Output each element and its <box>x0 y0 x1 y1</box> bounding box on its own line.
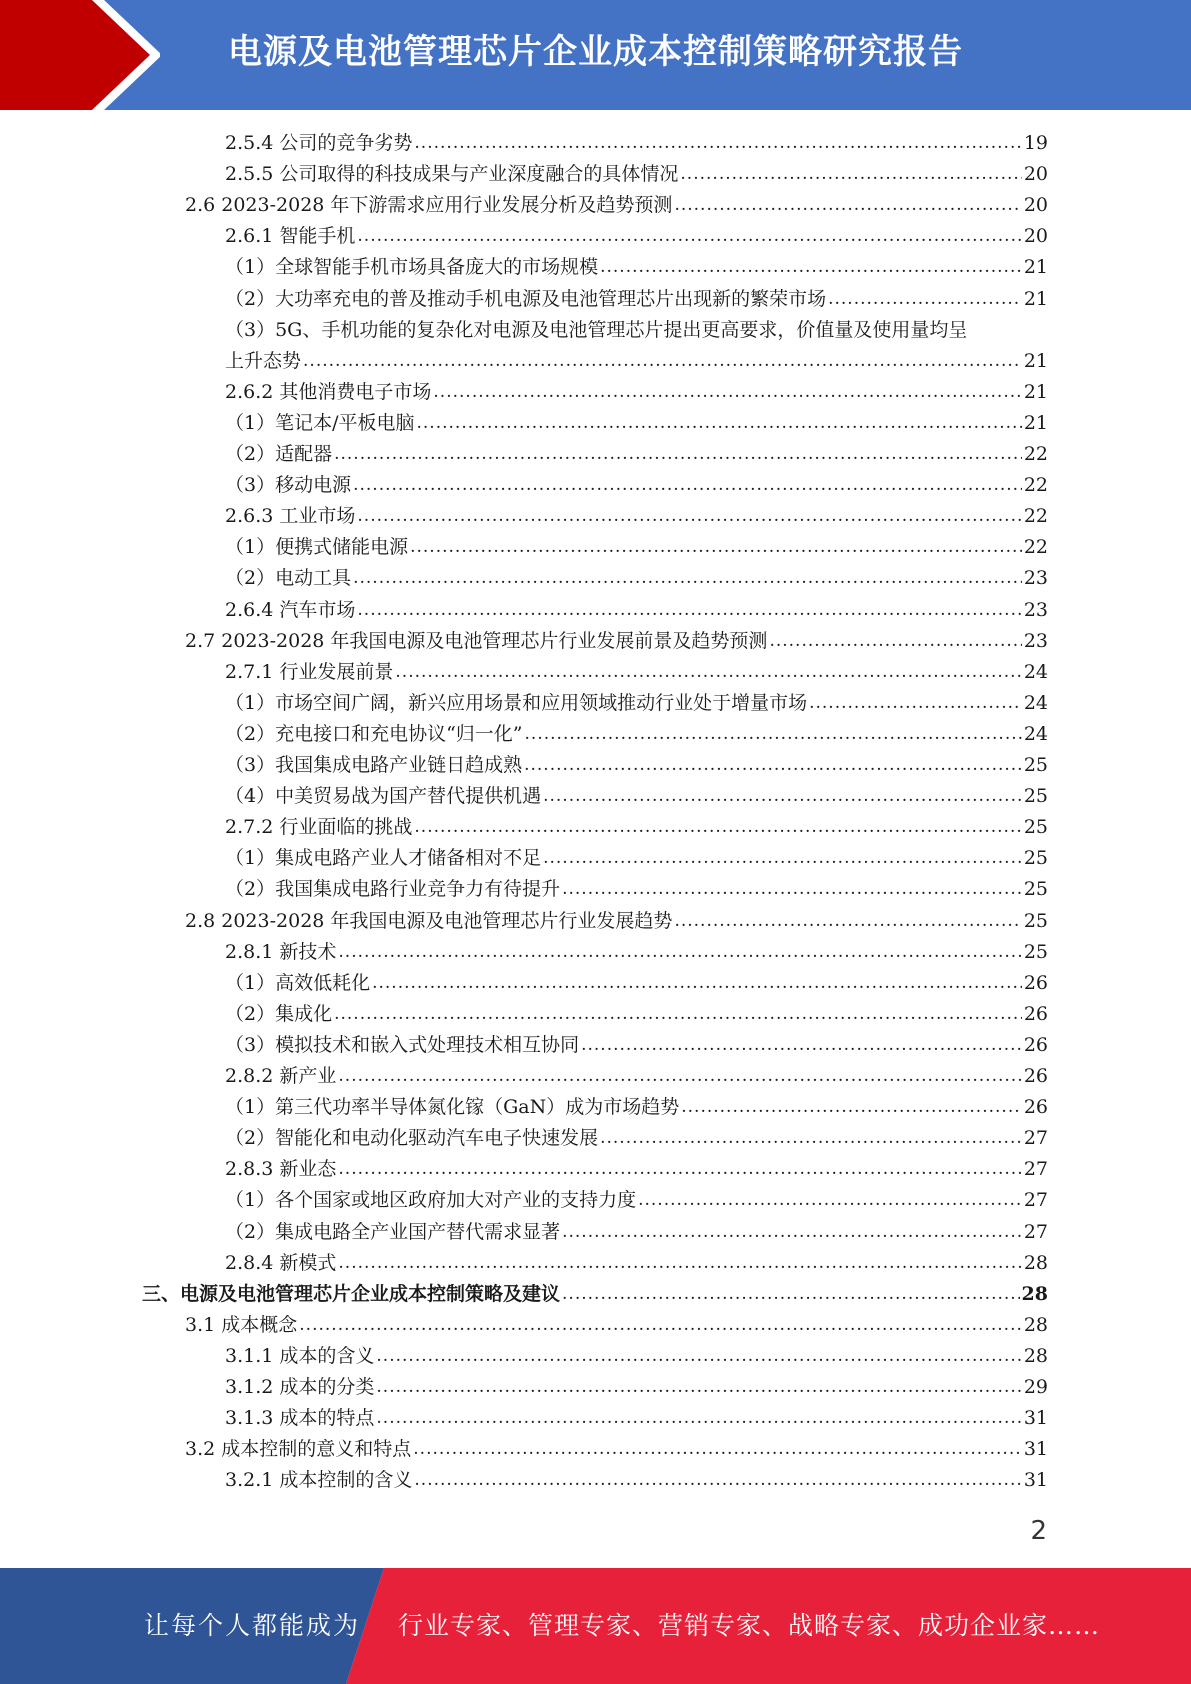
toc-entry-page: 21 <box>1023 287 1048 310</box>
toc-entry-title: （4）中美贸易战为国产替代提供机遇 <box>225 785 542 808</box>
toc-entry-title: （1）笔记本/平板电脑 <box>225 411 415 434</box>
toc-entry[interactable] <box>225 812 1048 843</box>
toc-entry-title: 上升态势 <box>225 349 302 372</box>
toc-entry-page: 28 <box>1021 1282 1048 1305</box>
toc-entry[interactable] <box>225 937 1048 968</box>
toc-dot-leader <box>414 812 1021 843</box>
toc-dot-leader <box>376 1372 1021 1403</box>
toc-entry-title: 2.8.1 新技术 <box>225 940 337 963</box>
toc-entry-title: 3.2 成本控制的意义和特点 <box>185 1438 412 1461</box>
toc-entry-page: 21 <box>1023 411 1048 434</box>
toc-entry-page: 31 <box>1023 1469 1048 1492</box>
toc-entry-title: （2）充电接口和充电协议“归一化” <box>225 722 523 745</box>
toc-entry-title: （3）移动电源 <box>225 474 352 497</box>
footer-slogan-right: 行业专家、管理专家、营销专家、战略专家、成功企业家…… <box>398 1611 1101 1640</box>
toc-entry-title: 2.6.1 智能手机 <box>225 225 356 248</box>
toc-entry[interactable] <box>225 843 1048 874</box>
toc-dot-leader <box>828 284 1022 315</box>
toc-entry[interactable] <box>225 1185 1048 1216</box>
toc-entry-title: 2.8.2 新产业 <box>225 1065 337 1087</box>
toc-dot-leader <box>357 221 1021 252</box>
toc-dot-leader <box>395 657 1021 688</box>
toc-entry[interactable] <box>225 1092 1048 1123</box>
toc-entry[interactable] <box>225 252 1048 283</box>
toc-dot-leader <box>562 1279 1020 1310</box>
toc-entry-title: （1）市场空间广阔，新兴应用场景和应用领域推动行业处于增量市场 <box>225 691 808 714</box>
toc-entry[interactable] <box>225 781 1048 812</box>
toc-dot-leader <box>303 346 1022 377</box>
toc-entry[interactable] <box>225 439 1048 470</box>
toc-entry-title: 3.1.2 成本的分类 <box>225 1376 375 1398</box>
toc-entry-title: （3）模拟技术和嵌入式处理技术相互协同 <box>225 1033 580 1056</box>
toc-entry[interactable] <box>225 470 1048 501</box>
toc-entry[interactable] <box>225 377 1048 408</box>
toc-entry-title: （1）各个国家或地区政府加大对产业的支持力度 <box>225 1189 637 1212</box>
toc-entry-title: （2）大功率充电的普及推动手机电源及电池管理芯片出现新的繁荣市场 <box>225 287 827 310</box>
toc-dot-leader <box>376 1403 1021 1434</box>
toc-entry-page: 22 <box>1023 536 1048 559</box>
toc-entry[interactable] <box>225 563 1048 594</box>
toc-entry-page: 26 <box>1023 971 1048 994</box>
toc-entry[interactable] <box>185 1310 1048 1341</box>
toc-entry-title: （2）电动工具 <box>225 567 352 590</box>
toc-entry-page: 28 <box>1023 1344 1048 1367</box>
toc-entry-title: 2.7.1 行业发展前景 <box>225 660 394 683</box>
toc-entry-page: 20 <box>1023 194 1048 217</box>
toc-entry-title: 2.8.3 新业态 <box>225 1158 337 1181</box>
toc-entry-page: 21 <box>1023 256 1048 279</box>
toc-entry-title: 2.6.4 汽车市场 <box>225 598 356 621</box>
toc-dot-leader <box>338 937 1021 968</box>
toc-dot-leader <box>334 999 1022 1030</box>
toc-dot-leader <box>543 781 1022 812</box>
toc-dot-leader <box>334 439 1022 470</box>
toc-entry-title: （2）我国集成电路行业竞争力有待提升 <box>225 878 561 901</box>
toc-dot-leader <box>581 1030 1022 1061</box>
toc-entry-page: 25 <box>1023 878 1048 901</box>
toc-entry[interactable] <box>225 595 1048 626</box>
toc-dot-leader <box>372 968 1022 999</box>
toc-entry-title: 3.1.1 成本的含义 <box>225 1344 375 1367</box>
toc-entry-page: 25 <box>1023 940 1048 963</box>
toc-entry-title: 2.5.5 公司取得的科技成果与产业深度融合的具体情况 <box>225 163 679 186</box>
toc-entry-title: （2）适配器 <box>225 443 333 465</box>
toc-entry-page: 26 <box>1023 1065 1048 1087</box>
toc-entry-title: 2.6.2 其他消费电子市场 <box>225 380 432 403</box>
toc-entry[interactable] <box>225 1030 1048 1061</box>
toc-dot-leader <box>417 408 1022 439</box>
toc-entry-page: 27 <box>1023 1189 1048 1212</box>
footer-banner <box>0 1568 1191 1684</box>
header-arrow-icon <box>0 0 160 110</box>
toc-entry-page: 22 <box>1023 443 1048 465</box>
toc-entry[interactable] <box>225 1341 1048 1372</box>
toc-entry-page: 23 <box>1023 598 1048 621</box>
toc-entry[interactable] <box>225 159 1048 190</box>
toc-entry-page: 31 <box>1023 1438 1048 1461</box>
toc-entry[interactable] <box>225 1154 1048 1185</box>
toc-entry-page: 22 <box>1023 505 1048 528</box>
toc-dot-leader <box>413 1434 1022 1465</box>
toc-entry-title: 三、电源及电池管理芯片企业成本控制策略及建议 <box>142 1282 561 1305</box>
toc-dot-leader <box>562 874 1022 905</box>
toc-entry[interactable] <box>225 501 1048 532</box>
toc-dot-leader <box>414 1465 1021 1496</box>
toc-entry-page: 31 <box>1023 1407 1048 1430</box>
toc-entry-title: 3.1.3 成本的特点 <box>225 1407 375 1430</box>
toc-entry-page: 25 <box>1023 847 1048 870</box>
toc-entry-title: 2.5.4 公司的竞争劣势 <box>225 132 413 154</box>
toc-entry[interactable] <box>225 874 1048 905</box>
toc-entry[interactable] <box>185 1434 1048 1465</box>
toc-entry-page: 26 <box>1023 1096 1048 1119</box>
toc-entry-page: 28 <box>1023 1313 1048 1336</box>
toc-dot-leader <box>299 1310 1022 1341</box>
toc-entry[interactable] <box>225 1465 1048 1496</box>
toc-entry-title: （1）第三代功率半导体氮化镓（GaN）成为市场趋势 <box>225 1096 680 1119</box>
toc-dot-leader <box>674 190 1021 221</box>
toc-entry-title: 2.7.2 行业面临的挑战 <box>225 816 413 839</box>
toc-entry-wrapped-line: （3）5G、手机功能的复杂化对电源及电池管理芯片提出更高要求，价值量及使用量均呈 <box>225 318 968 341</box>
toc-dot-leader <box>525 719 1022 750</box>
toc-entry-title: 2.6 2023-2028 年下游需求应用行业发展分析及趋势预测 <box>185 194 673 217</box>
toc-entry-page: 20 <box>1023 163 1048 186</box>
toc-entry-title: （1）集成电路产业人才储备相对不足 <box>225 847 542 870</box>
toc-dot-leader <box>681 1092 1022 1123</box>
toc-dot-leader <box>809 688 1022 719</box>
toc-entry-page: 24 <box>1023 691 1048 714</box>
toc-entry[interactable] <box>225 284 1048 315</box>
toc-entry-page: 24 <box>1023 722 1048 745</box>
toc-dot-leader <box>357 595 1021 626</box>
toc-dot-leader <box>338 1154 1021 1185</box>
toc-entry-title: （1）便携式储能电源 <box>225 536 409 559</box>
toc-dot-leader <box>357 501 1021 532</box>
toc-entry[interactable] <box>225 128 1048 159</box>
toc-entry[interactable] <box>225 968 1048 999</box>
toc-entry-page: 22 <box>1023 474 1048 497</box>
toc-entry-title: （2）集成化 <box>225 1002 333 1025</box>
toc-dot-leader <box>600 1123 1022 1154</box>
toc-entry[interactable] <box>185 626 1048 657</box>
toc-entry-page: 28 <box>1023 1251 1048 1274</box>
toc-entry[interactable] <box>225 719 1048 750</box>
toc-entry[interactable] <box>225 750 1048 781</box>
toc-entry-title: （3）我国集成电路产业链日趋成熟 <box>225 754 523 776</box>
toc-entry-title: （1）全球智能手机市场具备庞大的市场规模 <box>225 256 599 279</box>
toc-entry-title: 2.8 2023-2028 年我国电源及电池管理芯片行业发展趋势 <box>185 909 673 932</box>
toc-entry-title: （1）高效低耗化 <box>225 971 371 994</box>
toc-dot-leader <box>638 1185 1022 1216</box>
page-number: 2 <box>1030 1516 1047 1546</box>
toc-entry-page: 23 <box>1023 629 1048 652</box>
toc-entry[interactable] <box>225 657 1048 688</box>
toc-entry-page: 23 <box>1023 567 1048 590</box>
header-banner <box>0 0 1191 110</box>
toc-dot-leader <box>524 750 1022 781</box>
toc-entry-title: 2.6.3 工业市场 <box>225 505 356 528</box>
toc-entry-title: 2.7 2023-2028 年我国电源及电池管理芯片行业发展前景及趋势预测 <box>185 629 768 652</box>
toc-entry[interactable] <box>225 1217 1048 1248</box>
toc-entry-title: 2.8.4 新模式 <box>225 1251 337 1274</box>
toc-entry-page: 24 <box>1023 660 1048 683</box>
toc-entry[interactable] <box>225 1061 1048 1092</box>
toc-entry-page: 20 <box>1023 225 1048 248</box>
toc-entry-page: 21 <box>1023 349 1048 372</box>
toc-entry-title: 3.2.1 成本控制的含义 <box>225 1469 413 1492</box>
toc-dot-leader <box>353 470 1022 501</box>
toc-dot-leader <box>410 532 1022 563</box>
toc-entry-title: （2）智能化和电动化驱动汽车电子快速发展 <box>225 1127 599 1150</box>
toc-entry[interactable] <box>225 1123 1048 1154</box>
toc-entry[interactable] <box>225 1248 1048 1279</box>
toc-entry[interactable] <box>185 190 1048 221</box>
toc-entry-page: 27 <box>1023 1158 1048 1181</box>
toc-entry[interactable] <box>225 1372 1048 1403</box>
report-title: 电源及电池管理芯片企业成本控制策略研究报告 <box>228 32 963 72</box>
toc-entry-page: 26 <box>1023 1002 1048 1025</box>
toc-entry[interactable] <box>185 906 1048 937</box>
toc-dot-leader <box>376 1341 1021 1372</box>
toc-entry[interactable] <box>225 688 1048 719</box>
toc-entry-page: 25 <box>1023 754 1048 776</box>
toc-entry[interactable] <box>225 999 1048 1030</box>
toc-dot-leader <box>543 843 1022 874</box>
toc-entry-page: 25 <box>1023 785 1048 808</box>
toc-dot-leader <box>600 252 1022 283</box>
toc-entry-page: 27 <box>1023 1127 1048 1150</box>
toc-dot-leader <box>338 1061 1021 1092</box>
toc-entry-page: 19 <box>1023 132 1048 154</box>
toc-dot-leader <box>414 128 1021 159</box>
toc-entry-title: （2）集成电路全产业国产替代需求显著 <box>225 1220 561 1243</box>
toc-dot-leader <box>353 563 1022 594</box>
toc-dot-leader <box>674 906 1021 937</box>
toc-entry-page: 26 <box>1023 1033 1048 1056</box>
toc-dot-leader <box>680 159 1021 190</box>
footer-slogan-left: 让每个人都能成为 <box>144 1611 361 1640</box>
toc-entry[interactable] <box>142 1279 1048 1310</box>
toc-dot-leader <box>769 626 1021 657</box>
toc-dot-leader <box>433 377 1021 408</box>
toc-entry-title: 3.1 成本概念 <box>185 1313 298 1336</box>
toc-entry-page: 25 <box>1023 816 1048 839</box>
toc-dot-leader <box>338 1248 1021 1279</box>
toc-dot-leader <box>562 1217 1022 1248</box>
toc-entry[interactable] <box>225 532 1048 563</box>
toc-entry[interactable] <box>225 221 1048 252</box>
toc-entry-page: 21 <box>1023 380 1048 403</box>
toc-entry-page: 27 <box>1023 1220 1048 1243</box>
toc-entry[interactable] <box>225 408 1048 439</box>
toc-entry-page: 25 <box>1023 909 1048 932</box>
toc-entry[interactable] <box>225 346 1048 377</box>
toc-entry[interactable] <box>225 1403 1048 1434</box>
toc-entry-page: 29 <box>1023 1376 1048 1398</box>
